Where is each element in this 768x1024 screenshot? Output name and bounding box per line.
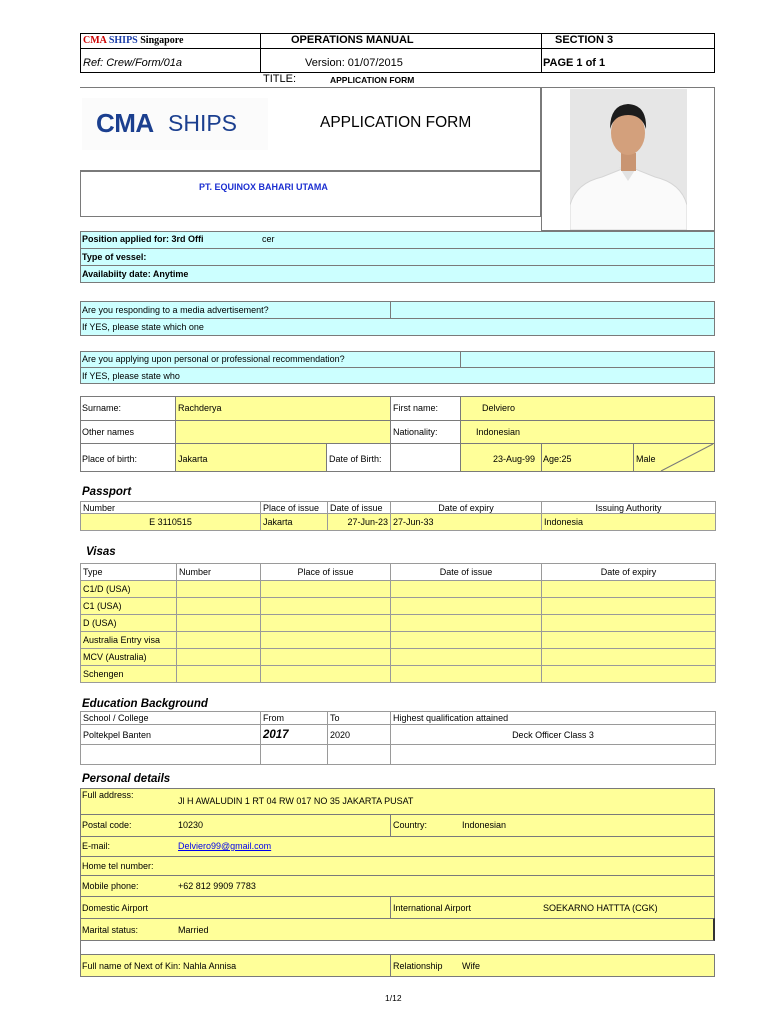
position-label: Position applied for: 3rd Offi [82,234,204,244]
passport-header-row [81,502,716,514]
visa-expiry[interactable] [542,598,716,615]
visa-issue[interactable] [391,615,542,632]
education-row [81,745,716,765]
visas-col-number: Number [177,564,261,581]
country-value[interactable]: Indonesian [462,820,507,830]
visa-issue[interactable] [391,649,542,666]
visa-place[interactable] [261,632,391,649]
marital-value[interactable]: Married [178,925,209,935]
brand-cma-text: CMA [83,35,107,46]
agency-block [80,171,541,217]
visa-expiry[interactable] [542,581,716,598]
marital-label: Marital status: [82,925,139,935]
passport-col-authority: Issuing Authority [542,502,716,514]
visa-number[interactable] [177,649,261,666]
recommend-q2-label: If YES, please state who [82,371,180,381]
firstname-value: Delviero [482,403,516,413]
position-label-tail: cer [262,234,275,244]
visa-number[interactable] [177,615,261,632]
visa-expiry[interactable] [542,649,716,666]
passport-heading: Passport [82,486,132,498]
visa-row [81,649,716,666]
education-col-qualification: Highest qualification attained [391,712,716,725]
visas-col-place: Place of issue [261,564,391,581]
dob-label: Date of Birth: [329,454,382,464]
pob-label: Place of birth: [82,454,138,464]
visa-place[interactable] [261,666,391,683]
passport-col-issue: Date of issue [328,502,391,514]
details-heading: Personal details [82,773,171,785]
passport-place[interactable]: Jakarta [261,514,328,531]
page-number: 1/12 [385,993,402,1003]
visa-row [81,632,716,649]
company-logo [82,98,268,150]
email-label: E-mail: [82,841,111,851]
othernames-field[interactable] [175,420,391,444]
brand-location-text: Singapore [140,35,184,46]
email-row [80,836,715,857]
logo-ships-text: SHIPS [168,110,238,136]
pob-value: Jakarta [178,454,208,464]
form-title: APPLICATION FORM [320,114,472,131]
education-school[interactable] [81,745,261,765]
visa-place[interactable] [261,581,391,598]
visa-expiry[interactable] [542,666,716,683]
education-from[interactable] [261,745,328,765]
visas-col-type: Type [81,564,177,581]
header-version: Version: 01/07/2015 [305,57,403,69]
passport-expiry-date[interactable]: 27-Jun-33 [391,514,542,531]
visas-header-row [81,564,716,581]
address-value[interactable]: Jl H AWALUDIN 1 RT 04 RW 017 NO 35 JAKARTA PUSAT [178,796,414,806]
education-col-to: To [328,712,391,725]
logo-cma-text: CMA [96,108,154,138]
relationship-value[interactable]: Wife [462,961,480,971]
visa-row [81,615,716,632]
passport-col-expiry: Date of expiry [391,502,542,514]
age-value: Age:25 [543,454,572,464]
header-page: PAGE 1 of 1 [543,57,606,69]
nationality-label: Nationality: [393,427,438,437]
blank-row [80,940,81,955]
agency-name: PT. EQUINOX BAHARI UTAMA [199,182,328,192]
visa-place[interactable] [261,598,391,615]
hometel-row [80,856,715,876]
vessel-row [80,248,715,266]
visa-type: C1 (USA) [81,598,177,615]
intl-airport-label: International Airport [393,903,472,913]
passport-number[interactable]: E 3110515 [81,514,261,531]
domestic-airport-label: Domestic Airport [82,903,149,913]
education-to[interactable]: 2020 [328,725,391,745]
media-q1-label: Are you responding to a media advertisement? [82,305,269,315]
visa-type: D (USA) [81,615,177,632]
firstname-label: First name: [393,403,439,413]
recommend-q1-label: Are you applying upon personal or professional recommendation? [82,354,345,364]
media-q1-answer[interactable] [390,301,715,319]
mobile-value[interactable]: +62 812 9909 7783 [178,881,256,891]
surname-value: Rachderya [178,403,222,413]
passport-col-place: Place of issue [261,502,328,514]
marital-row [80,918,715,941]
header-section: SECTION 3 [555,34,614,46]
education-col-school: School / College [81,712,261,725]
visa-type: Schengen [81,666,177,683]
mobile-row [80,875,715,897]
country-row [390,814,715,837]
nok-label: Full name of Next of Kin: Nahla Annisa [82,961,237,971]
postal-value[interactable]: 10230 [178,820,204,830]
dob-value: 23-Aug-99 [493,454,536,464]
education-school[interactable]: Poltekpel Banten [81,725,261,745]
passport-authority[interactable]: Indonesia [542,514,716,531]
applicant-photo [570,89,687,230]
postal-label: Postal code: [82,820,132,830]
visa-place[interactable] [261,615,391,632]
education-heading: Education Background [82,698,208,710]
visa-type: Australia Entry visa [81,632,177,649]
visa-issue[interactable] [391,666,542,683]
header-manual: OPERATIONS MANUAL [291,34,414,46]
visas-col-issue: Date of issue [391,564,542,581]
visa-row [81,581,716,598]
visa-number[interactable] [177,581,261,598]
visa-expiry[interactable] [542,615,716,632]
passport-data-row [81,514,716,531]
visa-expiry[interactable] [542,632,716,649]
availability-label: Availabiity date: Anytime [82,269,189,279]
header-brand [83,35,183,46]
education-to[interactable] [328,745,391,765]
visas-col-expiry: Date of expiry [542,564,716,581]
address-label: Full address: [82,790,134,800]
visa-row [81,598,716,615]
country-label: Country: [393,820,428,830]
hometel-label: Home tel number: [82,861,154,871]
vessel-label: Type of vessel: [82,252,147,262]
visa-type: C1/D (USA) [81,581,177,598]
email-link[interactable]: Delviero99@gmail.com [178,841,272,851]
education-table [80,711,716,765]
visa-issue[interactable] [391,598,542,615]
relationship-label: Relationship [393,961,443,971]
education-from[interactable]: 2017 [261,725,328,745]
education-header-row [81,712,716,725]
passport-table [80,501,716,531]
visa-number[interactable] [177,632,261,649]
sex-value: Male [636,454,656,464]
education-qualification[interactable] [391,745,716,765]
visa-issue[interactable] [391,581,542,598]
passport-col-number: Number [81,502,261,514]
header-title-label: TITLE: [263,73,297,85]
othernames-label: Other names [82,427,135,437]
header-ref: Ref: Crew/Form/01a [83,57,183,69]
visa-row [81,666,716,683]
visas-heading: Visas [86,546,116,558]
nationality-value: Indonesian [476,427,521,437]
passport-issue-date[interactable]: 27-Jun-23 [328,514,391,531]
visa-number[interactable] [177,666,261,683]
brand-ships-text: SHIPS [108,35,138,46]
dob-blank-cell [390,443,461,472]
education-qualification[interactable]: Deck Officer Class 3 [391,725,716,745]
visa-issue[interactable] [391,632,542,649]
education-row [81,725,716,745]
media-q2-label: If YES, please state which one [82,322,204,332]
mobile-label: Mobile phone: [82,881,139,891]
visas-table [80,563,716,683]
education-col-from: From [261,712,328,725]
header-title-value: APPLICATION FORM [330,75,415,85]
surname-label: Surname: [82,403,122,413]
visa-number[interactable] [177,598,261,615]
visa-type: MCV (Australia) [81,649,177,666]
visa-place[interactable] [261,649,391,666]
intl-airport-value[interactable]: SOEKARNO HATTTA (CGK) [543,903,658,913]
recommend-q1-answer[interactable] [460,351,715,368]
